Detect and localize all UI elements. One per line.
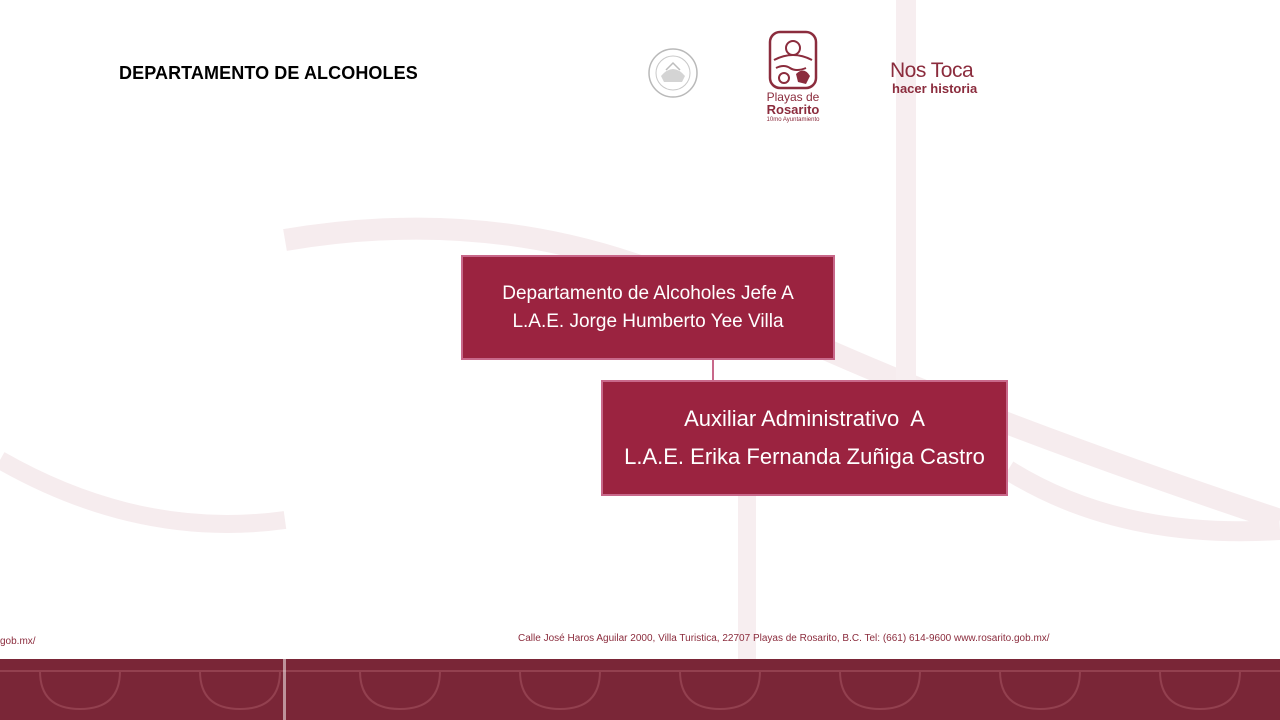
org-node-title: Departamento de Alcoholes Jefe A	[502, 282, 794, 304]
slogan-logo	[890, 60, 1000, 95]
org-node-name: L.A.E. Erika Fernanda Zuñiga Castro	[624, 444, 985, 469]
org-node-title: Auxiliar Administrativo A	[684, 406, 925, 431]
org-connector-line	[712, 360, 714, 380]
municipal-seal-logo	[644, 46, 702, 100]
slogan-line2: hacer historia	[892, 81, 978, 96]
footer-url-fragment: gob.mx/	[0, 636, 36, 647]
rosarito-logo-line2: Rosarito	[766, 102, 820, 117]
slogan-line1: Nos Toca	[890, 59, 974, 82]
footer-address: Calle José Haros Aguilar 2000, Villa Turistica, 22707 Playas de Rosarito, B.C. Tel: (661) 614-9600 www.rosarito.gob.mx/	[518, 633, 1050, 644]
org-node-department-head	[461, 255, 835, 360]
rosarito-logo-line1: Playas de	[766, 90, 820, 104]
playas-de-rosarito-logo	[758, 28, 828, 126]
org-node-name: L.A.E. Jorge Humberto Yee Villa	[512, 310, 784, 332]
org-node-admin-assistant	[601, 380, 1008, 496]
page-title: DEPARTAMENTO DE ALCOHOLES	[119, 63, 418, 83]
rosarito-emblem-icon	[766, 28, 820, 90]
footer-pattern-band	[0, 659, 1280, 720]
rosarito-logo-line3: 10mo Ayuntamiento	[766, 117, 820, 123]
